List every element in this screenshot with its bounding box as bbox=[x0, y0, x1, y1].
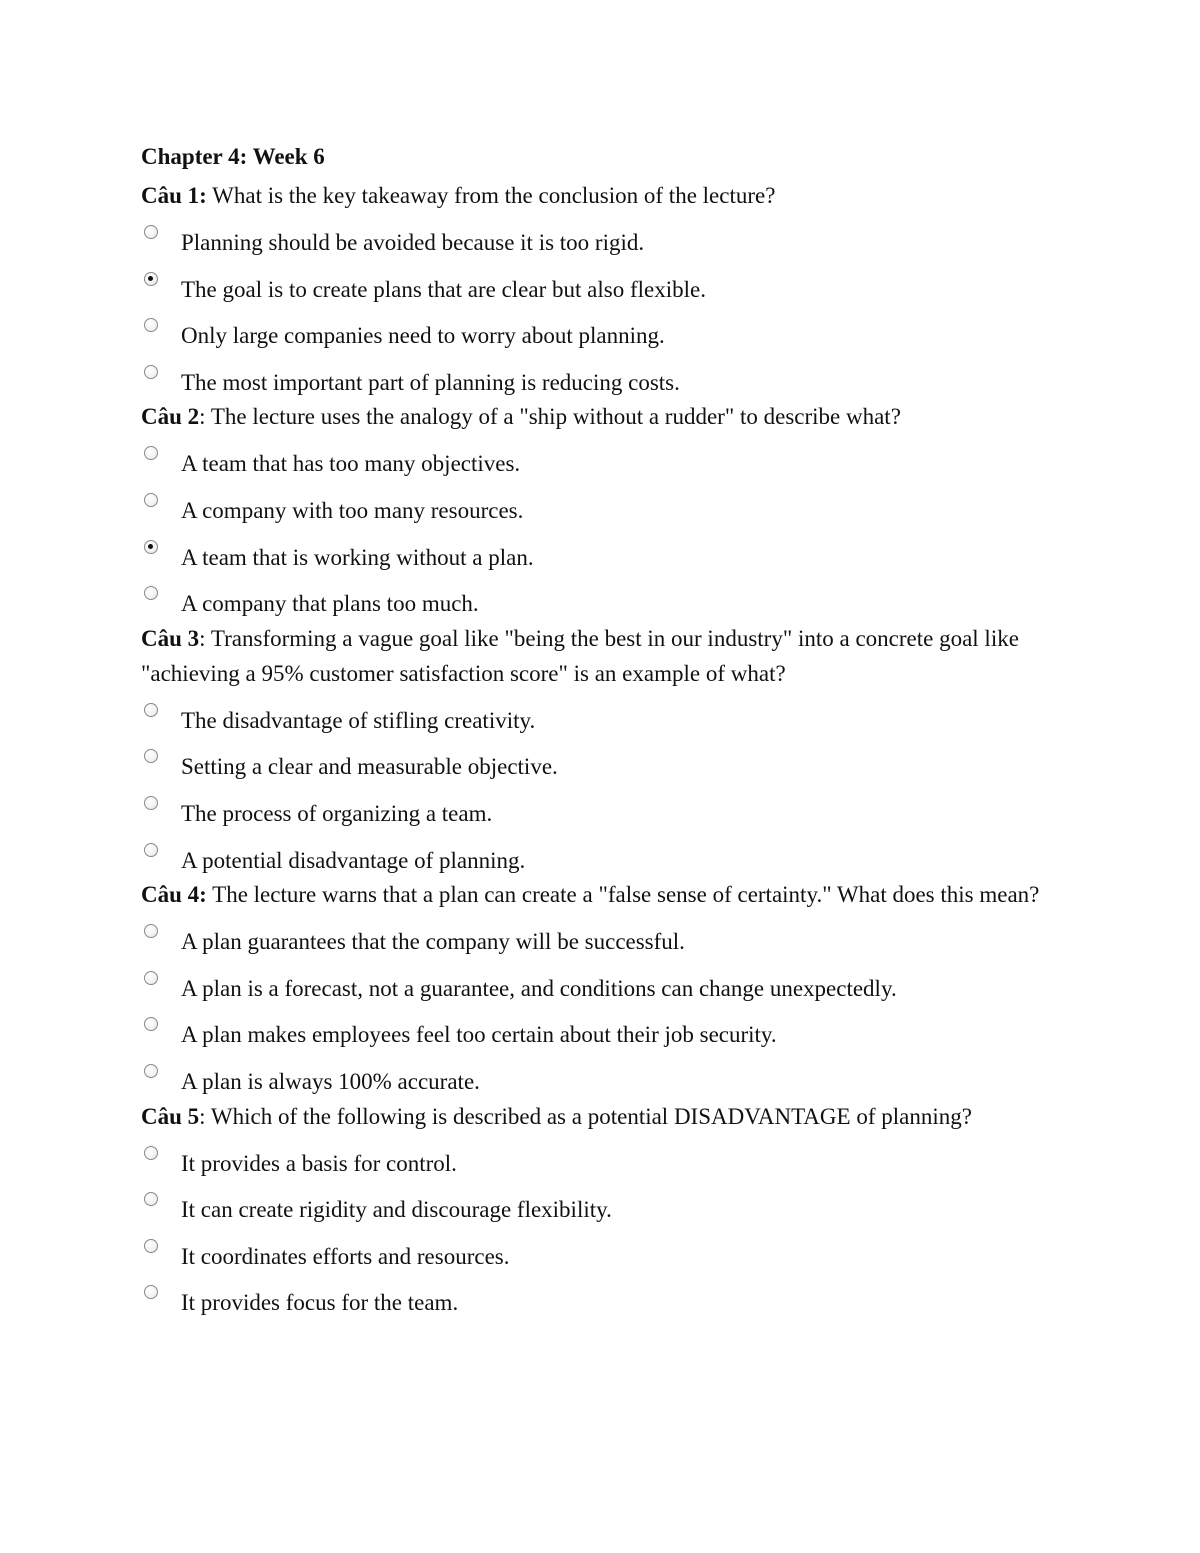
answer-option[interactable] bbox=[141, 1005, 1061, 1052]
radio-button-icon[interactable] bbox=[144, 1146, 158, 1160]
answer-option[interactable] bbox=[141, 691, 1061, 738]
answer-text: A plan is always 100% accurate. bbox=[181, 1068, 480, 1094]
answer-option[interactable] bbox=[141, 306, 1061, 353]
answer-text: A team that is working without a plan. bbox=[181, 544, 534, 570]
question-4 bbox=[141, 877, 1061, 1098]
answer-text: A potential disadvantage of planning. bbox=[181, 847, 526, 873]
answer-text: The disadvantage of stifling creativity. bbox=[181, 707, 536, 733]
question-text: : Which of the following is described as a potential DISADVANTAGE of planning? bbox=[199, 1103, 972, 1129]
answer-text: It provides focus for the team. bbox=[181, 1290, 459, 1316]
question-3 bbox=[141, 621, 1061, 877]
answer-option[interactable] bbox=[141, 1273, 1061, 1320]
radio-button-icon[interactable] bbox=[144, 272, 158, 286]
answer-option[interactable] bbox=[141, 737, 1061, 784]
answer-option[interactable] bbox=[141, 959, 1061, 1006]
question-label: Câu 4: bbox=[141, 882, 207, 908]
radio-button-icon[interactable] bbox=[144, 796, 158, 810]
answer-text: It coordinates efforts and resources. bbox=[181, 1243, 510, 1269]
answer-text: A plan makes employees feel too certain about their job security. bbox=[181, 1022, 777, 1048]
radio-button-icon[interactable] bbox=[144, 749, 158, 763]
radio-button-icon[interactable] bbox=[144, 1285, 158, 1299]
question-text: : Transforming a vague goal like "being the best in our industry" into a concrete goal like "achieving a 95% customer satisfaction score" is an example of what? bbox=[141, 625, 1019, 686]
radio-button-icon[interactable] bbox=[144, 843, 158, 857]
radio-button-icon[interactable] bbox=[144, 365, 158, 379]
radio-button-icon[interactable] bbox=[144, 924, 158, 938]
radio-button-icon[interactable] bbox=[144, 318, 158, 332]
radio-button-icon[interactable] bbox=[144, 1064, 158, 1078]
radio-button-icon[interactable] bbox=[144, 540, 158, 554]
question-prompt bbox=[141, 178, 1061, 213]
question-text: What is the key takeaway from the conclusion of the lecture? bbox=[206, 183, 776, 208]
radio-button-icon[interactable] bbox=[144, 586, 158, 600]
answer-option[interactable] bbox=[141, 353, 1061, 400]
radio-button-icon[interactable] bbox=[144, 225, 158, 239]
radio-button-icon[interactable] bbox=[144, 971, 158, 985]
question-2 bbox=[141, 399, 1061, 620]
question-label: Câu 1: bbox=[141, 183, 207, 208]
answer-text: Setting a clear and measurable objective. bbox=[181, 754, 558, 780]
radio-button-icon[interactable] bbox=[144, 1239, 158, 1253]
question-text: : The lecture uses the analogy of a "ship without a rudder" to describe what? bbox=[199, 404, 901, 430]
quiz-document bbox=[141, 136, 1061, 1320]
answer-option[interactable] bbox=[141, 784, 1061, 831]
answer-option[interactable] bbox=[141, 574, 1061, 621]
question-label: Câu 5 bbox=[141, 1103, 200, 1129]
question-label: Câu 3 bbox=[141, 625, 200, 651]
question-prompt bbox=[141, 1099, 1061, 1134]
answer-option[interactable] bbox=[141, 1180, 1061, 1227]
answer-option[interactable] bbox=[141, 912, 1061, 959]
question-text: The lecture warns that a plan can create a "false sense of certainty." What does this mean? bbox=[206, 882, 1040, 908]
answer-text: Planning should be avoided because it is too rigid. bbox=[181, 230, 645, 255]
answer-option[interactable] bbox=[141, 434, 1061, 481]
answer-text: The goal is to create plans that are clear but also flexible. bbox=[181, 276, 706, 302]
answer-text: It can create rigidity and discourage flexibility. bbox=[181, 1197, 612, 1223]
answer-option[interactable] bbox=[141, 260, 1061, 307]
radio-button-icon[interactable] bbox=[144, 446, 158, 460]
radio-button-icon[interactable] bbox=[144, 1017, 158, 1031]
answer-text: A team that has too many objectives. bbox=[181, 451, 521, 477]
answer-text: A company with too many resources. bbox=[181, 497, 524, 523]
question-1 bbox=[141, 178, 1061, 399]
question-prompt bbox=[141, 621, 1061, 691]
answer-text: A plan guarantees that the company will be successful. bbox=[181, 929, 685, 955]
answer-option[interactable] bbox=[141, 1052, 1061, 1099]
radio-button-icon[interactable] bbox=[144, 1192, 158, 1206]
answer-text: A plan is a forecast, not a guarantee, and conditions can change unexpectedly. bbox=[181, 975, 897, 1001]
answer-text: It provides a basis for control. bbox=[181, 1150, 457, 1176]
question-label: Câu 2 bbox=[141, 404, 200, 430]
answer-text: The process of organizing a team. bbox=[181, 800, 493, 826]
answer-text: Only large companies need to worry about planning. bbox=[181, 323, 665, 349]
answer-option[interactable] bbox=[141, 481, 1061, 528]
question-prompt bbox=[141, 399, 1061, 434]
answer-option[interactable] bbox=[141, 213, 1061, 260]
answer-option[interactable] bbox=[141, 1227, 1061, 1274]
answer-text: A company that plans too much. bbox=[181, 591, 479, 617]
radio-button-icon[interactable] bbox=[144, 493, 158, 507]
question-prompt bbox=[141, 877, 1061, 912]
radio-button-icon[interactable] bbox=[144, 703, 158, 717]
answer-text: The most important part of planning is reducing costs. bbox=[181, 369, 680, 395]
chapter-title: Chapter 4: Week 6 bbox=[141, 144, 325, 169]
answer-option[interactable] bbox=[141, 1134, 1061, 1181]
question-5 bbox=[141, 1099, 1061, 1320]
answer-option[interactable] bbox=[141, 831, 1061, 878]
answer-option[interactable] bbox=[141, 528, 1061, 575]
